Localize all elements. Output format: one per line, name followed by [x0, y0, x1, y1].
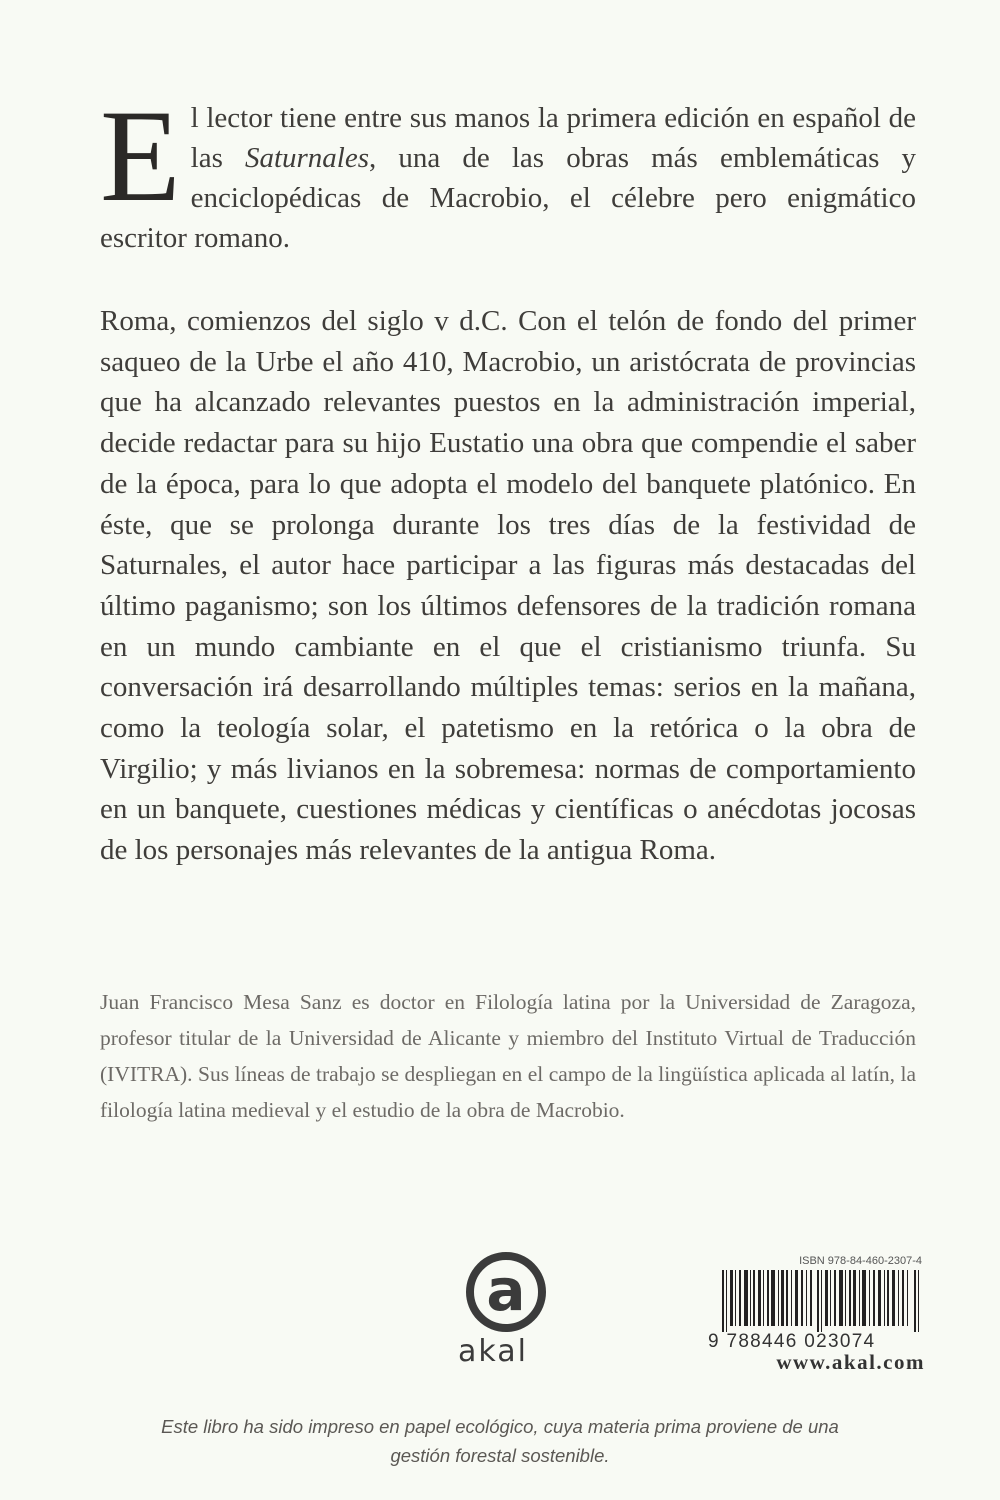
- drop-cap: E: [100, 82, 181, 229]
- akal-logo: [458, 1252, 568, 1382]
- intro-paragraph: [100, 82, 916, 258]
- synopsis-paragraph: Roma, comienzos del siglo v d.C. Con el telón de fondo del primer saqueo de la Urbe el año 410, Macrobio, un aristócrata de provincias que ha alcanzado relevantes puestos en la administración imperial, decide redactar para su hijo Eustatio una obra que compendie el saber de la época, para lo que adopta el modelo del banquete platónico. En éste, que se prolonga durante los tres días de la festividad de Saturnales, el autor hace participar a las figuras más destacadas del último paganismo; son los últimos defensores de la tradición romana en un mundo cambiante en el que el cristianismo triunfa. Su conversación irá desarrollando múltiples temas: serios en la mañana, como la teología solar, el patetismo en la retórica o la obra de Virgilio; y más livianos en la sobremesa: normas de comportamiento en un banquete, cuestiones médicas y científicas o anécdotas jocosas de los personajes más relevantes de la antigua Roma.: [100, 305, 916, 867]
- author-bio: Juan Francisco Mesa Sanz es doctor en Filología latina por la Universidad de Zaragoza, profesor titular de la Universidad de Alicante y miembro del Instituto Virtual de Traducción (IVITRA). Sus líneas de trabajo se despliegan en el campo de la lingüística aplicada al latín, la filología latina medieval y el estudio de la obra de Macrobio.: [100, 990, 916, 1122]
- eco-paper-note: Este libro ha sido impreso en papel ecológico, cuya materia prima proviene de una gestión forestal sostenible.: [161, 1416, 839, 1466]
- logo-wordmark: akal: [458, 1334, 528, 1369]
- isbn-label: ISBN 978-84-460-2307-4: [799, 1255, 922, 1267]
- intro-text-end: , una de las obras más emblemáticas y enciclopédicas de Macrobio, el célebre pero enigmático escritor romano.: [100, 142, 916, 254]
- publisher-website: www.akal.com: [776, 1350, 925, 1374]
- book-title-italic: Saturnales: [244, 142, 370, 174]
- barcode-digits: 9 788446 023074: [708, 1331, 876, 1352]
- logo-glyph: a: [486, 1256, 526, 1324]
- intro-text-start: l lector tiene entre sus manos la primera edición en español de las: [190, 102, 916, 174]
- barcode-icon: [722, 1270, 922, 1332]
